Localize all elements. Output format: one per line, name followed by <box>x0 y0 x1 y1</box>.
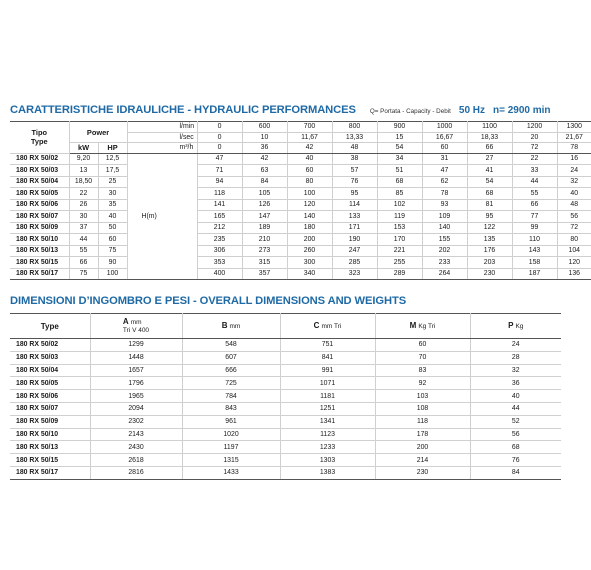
flow-unit-lsec: l/sec <box>127 132 197 143</box>
head-cell: 48 <box>557 199 591 211</box>
hp-cell: 90 <box>98 257 127 269</box>
dim-p-cell: 56 <box>470 428 561 441</box>
kw-cell: 30 <box>69 211 98 223</box>
dim-b-cell: 784 <box>182 390 280 403</box>
model-cell: 180 RX 50/05 <box>10 188 69 200</box>
head-cell: 94 <box>197 176 242 188</box>
head-cell: 114 <box>332 199 377 211</box>
col-a-header <box>90 314 182 339</box>
hydraulic-performance-table <box>10 121 591 280</box>
hp-cell: 60 <box>98 234 127 246</box>
head-cell: 57 <box>332 165 377 177</box>
kw-cell: 18,50 <box>69 176 98 188</box>
head-cell: 122 <box>467 222 512 234</box>
flow-lmin-cell: 1100 <box>467 122 512 133</box>
model-cell: 180 RX 50/09 <box>10 415 90 428</box>
head-cell: 99 <box>512 222 557 234</box>
head-cell: 109 <box>422 211 467 223</box>
head-cell: 78 <box>422 188 467 200</box>
table-row <box>10 428 561 441</box>
table-row <box>10 268 591 280</box>
dim-c-cell: 1233 <box>280 441 375 454</box>
head-cell: 47 <box>197 153 242 165</box>
head-cell: 95 <box>467 211 512 223</box>
model-cell: 180 RX 50/13 <box>10 441 90 454</box>
dim-m-cell: 200 <box>375 441 470 454</box>
table-row <box>10 165 591 177</box>
head-cell: 353 <box>197 257 242 269</box>
table-row <box>10 257 591 269</box>
head-cell: 202 <box>422 245 467 257</box>
head-cell: 189 <box>242 222 287 234</box>
type-header <box>10 122 69 154</box>
head-cell: 190 <box>332 234 377 246</box>
head-cell: 47 <box>422 165 467 177</box>
col-a-header-letter: A <box>122 316 129 326</box>
col-a-header-unit: mm <box>130 318 142 326</box>
head-cell: 155 <box>422 234 467 246</box>
flow-m3h-cell: 54 <box>377 143 422 154</box>
dim-a-cell: 1299 <box>90 339 182 352</box>
dim-b-cell: 843 <box>182 402 280 415</box>
model-cell: 180 RX 50/06 <box>10 199 69 211</box>
head-cell: 80 <box>557 234 591 246</box>
head-cell: 133 <box>332 211 377 223</box>
model-cell: 180 RX 50/03 <box>10 351 90 364</box>
head-cell: 56 <box>557 211 591 223</box>
model-cell: 180 RX 50/04 <box>10 176 69 188</box>
frequency-label: 50 Hz <box>458 105 486 116</box>
head-cell: 104 <box>557 245 591 257</box>
head-cell: 140 <box>287 211 332 223</box>
table-row <box>10 415 561 428</box>
col-m-header-unit: Kg Tri <box>418 322 436 330</box>
col-b-header <box>182 314 280 339</box>
table-row <box>10 211 591 223</box>
flow-lmin-cell: 1300 <box>557 122 591 133</box>
head-cell: 180 <box>287 222 332 234</box>
flow-m3h-cell: 78 <box>557 143 591 154</box>
dim-p-cell: 44 <box>470 402 561 415</box>
dim-b-cell: 1020 <box>182 428 280 441</box>
table-row <box>10 390 561 403</box>
model-cell: 180 RX 50/04 <box>10 364 90 377</box>
table-row <box>10 466 561 479</box>
dim-m-cell: 178 <box>375 428 470 441</box>
col-b-header-unit: mm <box>229 322 241 330</box>
hp-cell: 50 <box>98 222 127 234</box>
model-cell: 180 RX 50/17 <box>10 466 90 479</box>
model-cell: 180 RX 50/09 <box>10 222 69 234</box>
head-cell: 31 <box>422 153 467 165</box>
col-m-header-letter: M <box>409 320 417 330</box>
kw-header: kW <box>69 143 98 154</box>
kw-cell: 66 <box>69 257 98 269</box>
head-cell: 176 <box>467 245 512 257</box>
dim-p-cell: 68 <box>470 441 561 454</box>
flow-lsec-cell: 13,33 <box>332 132 377 143</box>
head-cell: 76 <box>332 176 377 188</box>
table-row <box>10 199 591 211</box>
flow-m3h-cell: 36 <box>242 143 287 154</box>
flow-unit-m3h: m³/h <box>127 143 197 154</box>
hp-cell: 30 <box>98 188 127 200</box>
head-cell: 85 <box>377 188 422 200</box>
dim-c-cell: 1383 <box>280 466 375 479</box>
flow-lmin-cell: 0 <box>197 122 242 133</box>
hp-cell: 35 <box>98 199 127 211</box>
dimensions-table <box>10 313 561 480</box>
dim-c-cell: 1123 <box>280 428 375 441</box>
head-cell: 95 <box>332 188 377 200</box>
head-cell: 247 <box>332 245 377 257</box>
hp-cell: 100 <box>98 268 127 280</box>
col-p-header <box>470 314 561 339</box>
dim-b-cell: 607 <box>182 351 280 364</box>
model-cell: 180 RX 50/07 <box>10 402 90 415</box>
model-cell: 180 RX 50/05 <box>10 377 90 390</box>
col-p-header-unit: Kg <box>515 322 524 330</box>
dim-b-cell: 1315 <box>182 454 280 467</box>
head-cell: 102 <box>377 199 422 211</box>
dim-a-cell: 2816 <box>90 466 182 479</box>
dim-a-cell: 1657 <box>90 364 182 377</box>
dim-a-cell: 2302 <box>90 415 182 428</box>
dim-m-cell: 92 <box>375 377 470 390</box>
flow-unit-lmin: l/min <box>127 122 197 133</box>
table-row <box>10 454 561 467</box>
kw-cell: 9,20 <box>69 153 98 165</box>
dim-p-cell: 32 <box>470 364 561 377</box>
table-row <box>10 402 561 415</box>
col-m-header-label <box>410 322 436 331</box>
dim-c-cell: 1303 <box>280 454 375 467</box>
head-cell: 264 <box>422 268 467 280</box>
col-p-header-label <box>508 322 523 331</box>
head-cell: 110 <box>512 234 557 246</box>
head-cell: 93 <box>422 199 467 211</box>
head-cell: 27 <box>467 153 512 165</box>
head-cell: 119 <box>377 211 422 223</box>
dim-b-cell: 1433 <box>182 466 280 479</box>
head-cell: 100 <box>287 188 332 200</box>
flow-lmin-cell: 600 <box>242 122 287 133</box>
head-cell: 32 <box>557 176 591 188</box>
head-cell: 38 <box>332 153 377 165</box>
dim-m-cell: 108 <box>375 402 470 415</box>
dim-p-cell: 36 <box>470 377 561 390</box>
head-cell: 212 <box>197 222 242 234</box>
head-cell: 63 <box>242 165 287 177</box>
power-header: Power <box>69 122 127 143</box>
dim-m-cell: 118 <box>375 415 470 428</box>
table-row <box>10 339 561 352</box>
head-cell: 306 <box>197 245 242 257</box>
head-cell: 77 <box>512 211 557 223</box>
dimensions-section-header <box>10 295 561 307</box>
head-cell: 34 <box>377 153 422 165</box>
kw-cell: 26 <box>69 199 98 211</box>
head-cell: 120 <box>557 257 591 269</box>
flow-m3h-cell: 42 <box>287 143 332 154</box>
head-cell: 323 <box>332 268 377 280</box>
head-cell: 203 <box>467 257 512 269</box>
kw-cell: 44 <box>69 234 98 246</box>
head-cell: 41 <box>467 165 512 177</box>
head-cell: 143 <box>512 245 557 257</box>
head-cell: 255 <box>377 257 422 269</box>
head-cell: 315 <box>242 257 287 269</box>
head-cell: 200 <box>287 234 332 246</box>
flow-lmin-cell: 700 <box>287 122 332 133</box>
head-cell: 165 <box>197 211 242 223</box>
dim-b-cell: 1197 <box>182 441 280 454</box>
dim-a-cell: 2094 <box>90 402 182 415</box>
head-cell: 300 <box>287 257 332 269</box>
head-cell: 170 <box>377 234 422 246</box>
head-cell: 340 <box>287 268 332 280</box>
dim-c-cell: 1071 <box>280 377 375 390</box>
model-cell: 180 RX 50/06 <box>10 390 90 403</box>
head-cell: 40 <box>557 188 591 200</box>
head-cell: 187 <box>512 268 557 280</box>
table-row <box>10 153 591 165</box>
model-cell: 180 RX 50/10 <box>10 234 69 246</box>
dim-c-cell: 991 <box>280 364 375 377</box>
dim-a-cell: 2618 <box>90 454 182 467</box>
type-header-en: Type <box>30 137 48 147</box>
head-cell: 400 <box>197 268 242 280</box>
hp-cell: 17,5 <box>98 165 127 177</box>
dim-b-cell: 666 <box>182 364 280 377</box>
flow-lmin-cell: 900 <box>377 122 422 133</box>
hp-cell: 12,5 <box>98 153 127 165</box>
head-cell: 44 <box>512 176 557 188</box>
head-cell: 289 <box>377 268 422 280</box>
kw-cell: 13 <box>69 165 98 177</box>
col-c-header-label <box>314 322 342 331</box>
head-cell: 22 <box>512 153 557 165</box>
dim-a-cell: 2143 <box>90 428 182 441</box>
head-cell: 84 <box>242 176 287 188</box>
head-cell: 105 <box>242 188 287 200</box>
dim-p-cell: 40 <box>470 390 561 403</box>
type-header-it: Tipo <box>31 128 47 138</box>
dim-m-cell: 103 <box>375 390 470 403</box>
col-m-header <box>375 314 470 339</box>
kw-cell: 55 <box>69 245 98 257</box>
col-c-header-letter: C <box>313 320 320 330</box>
head-cell: 147 <box>242 211 287 223</box>
head-cell: 221 <box>377 245 422 257</box>
dim-a-cell: 2430 <box>90 441 182 454</box>
flow-lsec-cell: 20 <box>512 132 557 143</box>
col-a-header-label <box>123 318 149 335</box>
flow-m3h-cell: 66 <box>467 143 512 154</box>
head-cell: 24 <box>557 165 591 177</box>
model-cell: 180 RX 50/02 <box>10 339 90 352</box>
head-cell: 171 <box>332 222 377 234</box>
head-cell: 140 <box>422 222 467 234</box>
flow-m3h-cell: 48 <box>332 143 377 154</box>
model-cell: 180 RX 50/10 <box>10 428 90 441</box>
kw-cell: 37 <box>69 222 98 234</box>
head-cell: 230 <box>467 268 512 280</box>
dim-m-cell: 70 <box>375 351 470 364</box>
dim-p-cell: 84 <box>470 466 561 479</box>
hp-cell: 25 <box>98 176 127 188</box>
col-b-header-letter: B <box>221 320 228 330</box>
dim-p-cell: 28 <box>470 351 561 364</box>
kw-cell: 22 <box>69 188 98 200</box>
head-cell: 33 <box>512 165 557 177</box>
dim-p-cell: 24 <box>470 339 561 352</box>
head-cell: 233 <box>422 257 467 269</box>
head-cell: 81 <box>467 199 512 211</box>
dim-b-cell: 725 <box>182 377 280 390</box>
dim-c-cell: 1251 <box>280 402 375 415</box>
table-row <box>10 441 561 454</box>
head-cell: 136 <box>557 268 591 280</box>
head-cell: 54 <box>467 176 512 188</box>
head-cell: 153 <box>377 222 422 234</box>
col-c-header <box>280 314 375 339</box>
table-row <box>10 188 591 200</box>
head-cell: 16 <box>557 153 591 165</box>
dim-b-cell: 961 <box>182 415 280 428</box>
head-cell: 42 <box>242 153 287 165</box>
head-cell: 260 <box>287 245 332 257</box>
head-cell: 118 <box>197 188 242 200</box>
dim-c-cell: 1341 <box>280 415 375 428</box>
head-cell: 72 <box>557 222 591 234</box>
flow-m3h-cell: 72 <box>512 143 557 154</box>
hp-cell: 75 <box>98 245 127 257</box>
head-cell: 126 <box>242 199 287 211</box>
hp-cell: 40 <box>98 211 127 223</box>
head-cell: 71 <box>197 165 242 177</box>
head-cell: 285 <box>332 257 377 269</box>
speed-label: n= 2900 min <box>493 105 551 116</box>
head-cell: 62 <box>422 176 467 188</box>
head-cell: 135 <box>467 234 512 246</box>
dimensions-title: DIMENSIONI D’INGOMBRO E PESI - OVERALL DIMENSIONS AND WEIGHTS <box>10 295 407 307</box>
head-cell: 55 <box>512 188 557 200</box>
head-cell: 235 <box>197 234 242 246</box>
col-a-header-sub: Tri V 400 <box>122 326 150 334</box>
hp-header: HP <box>98 143 127 154</box>
table-row <box>10 377 561 390</box>
flow-lmin-cell: 800 <box>332 122 377 133</box>
kw-cell: 75 <box>69 268 98 280</box>
table-row <box>10 234 591 246</box>
model-cell: 180 RX 50/13 <box>10 245 69 257</box>
model-cell: 180 RX 50/07 <box>10 211 69 223</box>
model-cell: 180 RX 50/15 <box>10 454 90 467</box>
flow-lsec-cell: 11,67 <box>287 132 332 143</box>
table-row <box>10 351 561 364</box>
flow-lsec-cell: 10 <box>242 132 287 143</box>
model-cell: 180 RX 50/03 <box>10 165 69 177</box>
head-cell: 158 <box>512 257 557 269</box>
head-cell: 141 <box>197 199 242 211</box>
flow-m3h-cell: 0 <box>197 143 242 154</box>
dim-m-cell: 230 <box>375 466 470 479</box>
head-cell: 80 <box>287 176 332 188</box>
head-cell: 68 <box>377 176 422 188</box>
flow-lmin-cell: 1200 <box>512 122 557 133</box>
dim-a-cell: 1796 <box>90 377 182 390</box>
head-cell: 120 <box>287 199 332 211</box>
dim-c-cell: 751 <box>280 339 375 352</box>
flow-lmin-cell: 1000 <box>422 122 467 133</box>
head-label: H(m) <box>127 153 197 280</box>
flow-m3h-cell: 60 <box>422 143 467 154</box>
dim-p-cell: 52 <box>470 415 561 428</box>
model-cell: 180 RX 50/15 <box>10 257 69 269</box>
col-c-header-unit: mm Tri <box>321 322 342 330</box>
col-p-header-letter: P <box>508 320 514 330</box>
head-cell: 51 <box>377 165 422 177</box>
dim-b-cell: 548 <box>182 339 280 352</box>
dim-c-cell: 1181 <box>280 390 375 403</box>
head-cell: 357 <box>242 268 287 280</box>
head-cell: 66 <box>512 199 557 211</box>
head-cell: 210 <box>242 234 287 246</box>
hydraulic-section-header <box>10 104 561 116</box>
dim-a-cell: 1965 <box>90 390 182 403</box>
flow-lsec-cell: 16,67 <box>422 132 467 143</box>
dim-type-header: Type <box>10 314 90 339</box>
table-row <box>10 364 561 377</box>
capacity-legend: Q= Portata - Capacity - Debit <box>369 108 451 115</box>
dim-a-cell: 1448 <box>90 351 182 364</box>
head-cell: 68 <box>467 188 512 200</box>
flow-lsec-cell: 21,67 <box>557 132 591 143</box>
table-row <box>10 245 591 257</box>
dim-m-cell: 60 <box>375 339 470 352</box>
table-row <box>10 176 591 188</box>
dim-m-cell: 83 <box>375 364 470 377</box>
head-cell: 273 <box>242 245 287 257</box>
dim-m-cell: 214 <box>375 454 470 467</box>
dim-p-cell: 76 <box>470 454 561 467</box>
flow-lsec-cell: 18,33 <box>467 132 512 143</box>
model-cell: 180 RX 50/17 <box>10 268 69 280</box>
table-row <box>10 222 591 234</box>
flow-lsec-cell: 15 <box>377 132 422 143</box>
flow-lsec-cell: 0 <box>197 132 242 143</box>
head-cell: 40 <box>287 153 332 165</box>
head-cell: 60 <box>287 165 332 177</box>
hydraulic-title: CARATTERISTICHE IDRAULICHE - HYDRAULIC PERFORMANCES <box>10 104 356 116</box>
model-cell: 180 RX 50/02 <box>10 153 69 165</box>
col-b-header-label <box>222 322 241 331</box>
dim-c-cell: 841 <box>280 351 375 364</box>
